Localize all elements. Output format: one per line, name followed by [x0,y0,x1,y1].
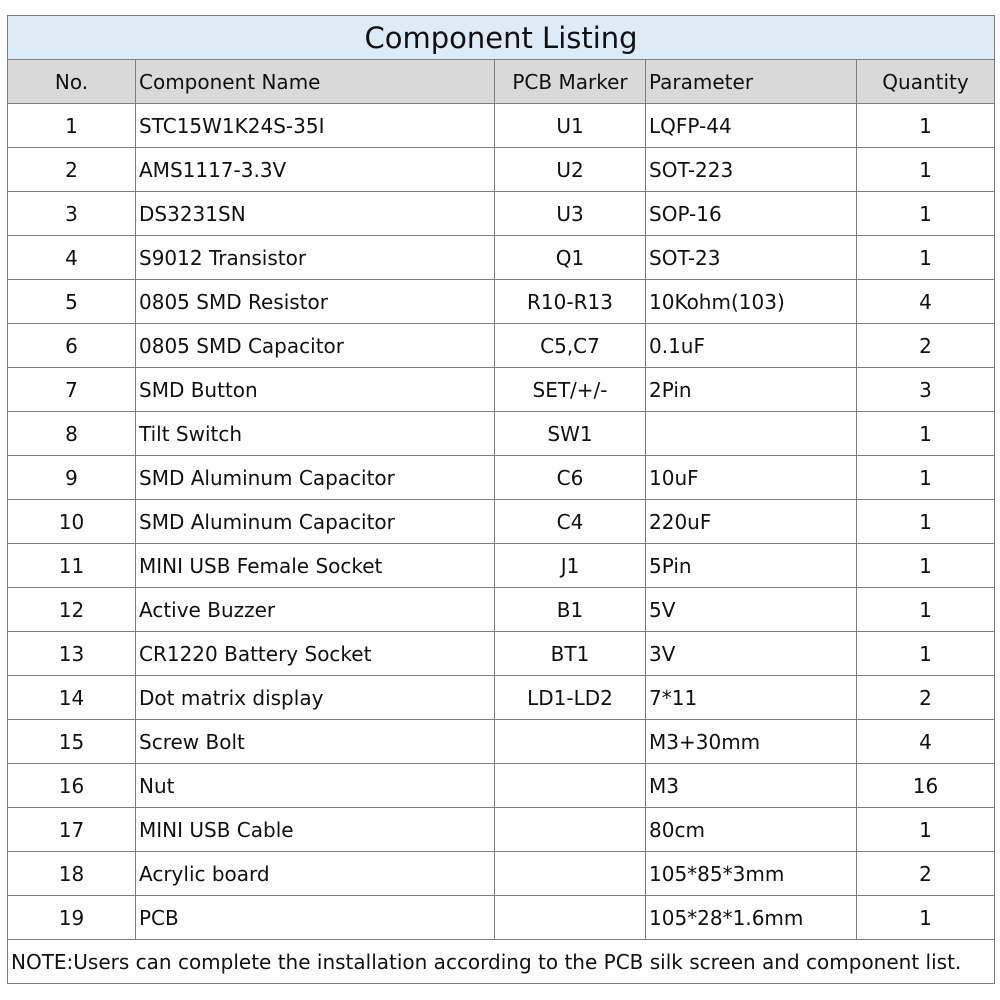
table-row [8,896,995,940]
cell-component-name: Acrylic board [136,852,495,896]
table-row [8,192,995,236]
cell-pcb-marker [495,764,646,808]
cell-no: 7 [8,368,136,412]
cell-quantity: 16 [857,764,995,808]
cell-component-name: 0805 SMD Capacitor [136,324,495,368]
cell-quantity: 1 [857,544,995,588]
table-row [8,280,995,324]
table-row [8,764,995,808]
cell-no: 10 [8,500,136,544]
cell-parameter: 80cm [646,808,857,852]
cell-component-name: MINI USB Female Socket [136,544,495,588]
cell-no: 1 [8,104,136,148]
column-header-pcb-marker: PCB Marker [495,60,646,104]
cell-no: 11 [8,544,136,588]
cell-no: 17 [8,808,136,852]
cell-quantity: 1 [857,412,995,456]
table-row [8,852,995,896]
cell-quantity: 1 [857,588,995,632]
cell-quantity: 2 [857,852,995,896]
cell-parameter: LQFP-44 [646,104,857,148]
table-row [8,632,995,676]
cell-parameter: 105*28*1.6mm [646,896,857,940]
cell-component-name: SMD Aluminum Capacitor [136,456,495,500]
cell-parameter: 0.1uF [646,324,857,368]
cell-pcb-marker: U3 [495,192,646,236]
cell-parameter: SOT-23 [646,236,857,280]
column-header-parameter: Parameter [646,60,857,104]
cell-parameter [646,412,857,456]
cell-no: 6 [8,324,136,368]
cell-no: 14 [8,676,136,720]
cell-parameter: 220uF [646,500,857,544]
cell-no: 3 [8,192,136,236]
table-row [8,456,995,500]
cell-pcb-marker: BT1 [495,632,646,676]
cell-quantity: 4 [857,280,995,324]
cell-component-name: Active Buzzer [136,588,495,632]
table-title: Component Listing [8,16,995,60]
table-row [8,104,995,148]
cell-pcb-marker: C4 [495,500,646,544]
cell-pcb-marker: C5,C7 [495,324,646,368]
cell-quantity: 1 [857,192,995,236]
cell-no: 15 [8,720,136,764]
table-body [8,104,995,940]
table-row [8,412,995,456]
cell-no: 4 [8,236,136,280]
cell-pcb-marker: SW1 [495,412,646,456]
cell-no: 5 [8,280,136,324]
cell-pcb-marker [495,808,646,852]
cell-no: 2 [8,148,136,192]
cell-component-name: AMS1117-3.3V [136,148,495,192]
cell-parameter: M3+30mm [646,720,857,764]
table-row [8,236,995,280]
table-row [8,720,995,764]
cell-quantity: 2 [857,324,995,368]
cell-parameter: 10Kohm(103) [646,280,857,324]
cell-pcb-marker [495,896,646,940]
table-row [8,808,995,852]
cell-pcb-marker: J1 [495,544,646,588]
cell-no: 8 [8,412,136,456]
cell-no: 18 [8,852,136,896]
column-header-quantity: Quantity [857,60,995,104]
table-row [8,588,995,632]
cell-pcb-marker: Q1 [495,236,646,280]
header-row [8,60,995,104]
cell-component-name: 0805 SMD Resistor [136,280,495,324]
cell-quantity: 1 [857,148,995,192]
table-row [8,368,995,412]
table-row [8,544,995,588]
table-row [8,148,995,192]
cell-quantity: 1 [857,808,995,852]
cell-no: 12 [8,588,136,632]
cell-parameter: 7*11 [646,676,857,720]
cell-quantity: 4 [857,720,995,764]
cell-parameter: 2Pin [646,368,857,412]
cell-parameter: 5V [646,588,857,632]
table-row [8,500,995,544]
cell-no: 9 [8,456,136,500]
cell-component-name: STC15W1K24S-35I [136,104,495,148]
cell-quantity: 3 [857,368,995,412]
cell-quantity: 1 [857,632,995,676]
cell-component-name: DS3231SN [136,192,495,236]
cell-component-name: Screw Bolt [136,720,495,764]
cell-pcb-marker [495,852,646,896]
cell-pcb-marker [495,720,646,764]
cell-pcb-marker: SET/+/- [495,368,646,412]
table-row [8,676,995,720]
cell-pcb-marker: R10-R13 [495,280,646,324]
cell-component-name: SMD Aluminum Capacitor [136,500,495,544]
cell-no: 16 [8,764,136,808]
cell-component-name: MINI USB Cable [136,808,495,852]
cell-component-name: PCB [136,896,495,940]
cell-no: 19 [8,896,136,940]
cell-component-name: Tilt Switch [136,412,495,456]
cell-quantity: 1 [857,500,995,544]
cell-parameter: 105*85*3mm [646,852,857,896]
note-text: NOTE:Users can complete the installation according to the PCB silk screen and component list. [8,940,995,984]
cell-pcb-marker: LD1-LD2 [495,676,646,720]
cell-quantity: 1 [857,104,995,148]
column-header-component-name: Component Name [136,60,495,104]
cell-pcb-marker: U1 [495,104,646,148]
component-table [7,15,995,984]
cell-parameter: SOP-16 [646,192,857,236]
cell-quantity: 1 [857,456,995,500]
note-row [8,940,995,984]
cell-component-name: Dot matrix display [136,676,495,720]
cell-pcb-marker: B1 [495,588,646,632]
title-row [8,16,995,60]
table-row [8,324,995,368]
cell-component-name: S9012 Transistor [136,236,495,280]
column-header-no: No. [8,60,136,104]
cell-pcb-marker: C6 [495,456,646,500]
cell-quantity: 1 [857,236,995,280]
cell-parameter: 3V [646,632,857,676]
cell-parameter: 5Pin [646,544,857,588]
cell-component-name: Nut [136,764,495,808]
cell-parameter: 10uF [646,456,857,500]
cell-quantity: 1 [857,896,995,940]
cell-parameter: SOT-223 [646,148,857,192]
cell-quantity: 2 [857,676,995,720]
cell-component-name: CR1220 Battery Socket [136,632,495,676]
cell-component-name: SMD Button [136,368,495,412]
cell-pcb-marker: U2 [495,148,646,192]
cell-parameter: M3 [646,764,857,808]
cell-no: 13 [8,632,136,676]
